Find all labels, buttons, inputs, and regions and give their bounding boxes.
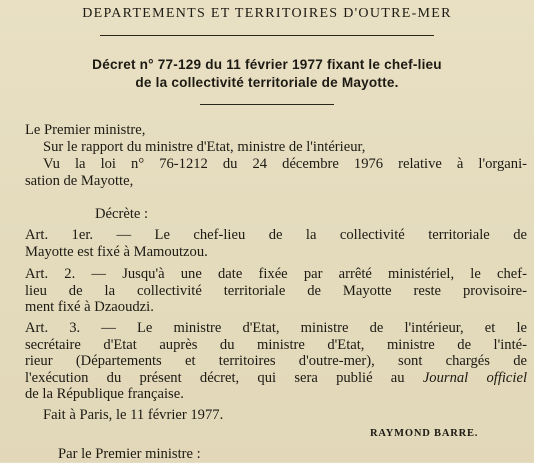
article-3-line-2: secrétaire d'Etat auprès du ministre d'Etat, ministre de l'inté- bbox=[25, 336, 527, 353]
signature: RAYMOND BARRE. bbox=[370, 428, 479, 439]
law-line-2: sation de Mayotte, bbox=[25, 172, 134, 189]
article-3-line-4-text: l'exécution du présent décret, qui sera publié au bbox=[25, 369, 405, 386]
decree-title-line-2: de la collectivité territoriale de Mayotte. bbox=[135, 75, 399, 90]
decrees-line: Décrète : bbox=[95, 206, 149, 222]
article-3-line-5: de la République française. bbox=[25, 386, 184, 403]
article-3-line-3: rieur (Départements et territoires d'outre-mer), sont chargés de bbox=[25, 353, 527, 370]
title-rule bbox=[200, 104, 334, 105]
decree-title-line-1: Décret n° 77-129 du 11 février 1977 fixant le chef-lieu bbox=[92, 57, 442, 72]
article-2 bbox=[25, 266, 527, 316]
journal-name: Journal officiel bbox=[422, 369, 527, 386]
countersign-line: Par le Premier ministre : bbox=[58, 446, 201, 462]
article-3-line-1: Art. 3. — Le ministre d'Etat, ministre de l'intérieur, et le bbox=[25, 320, 527, 336]
report-line: Sur le rapport du ministre d'Etat, ministre de l'intérieur, bbox=[43, 139, 366, 155]
article-3-line-4 bbox=[25, 370, 527, 387]
article-3 bbox=[25, 320, 527, 403]
place-date: Fait à Paris, le 11 février 1977. bbox=[43, 407, 224, 423]
top-rule bbox=[100, 35, 434, 36]
section-heading: DEPARTEMENTS ET TERRITOIRES D'OUTRE-MER bbox=[82, 6, 452, 21]
law-paragraph bbox=[25, 156, 527, 189]
article-1 bbox=[25, 227, 527, 260]
article-2-line-2: lieu de la collectivité territoriale de Mayotte reste provisoire- bbox=[25, 282, 527, 299]
article-2-line-1: Art. 2. — Jusqu'à une date fixée par arrêté ministériel, le chef- bbox=[25, 266, 527, 282]
article-2-line-3: ment fixé à Dzaoudzi. bbox=[25, 299, 154, 316]
article-1-line-1: Art. 1er. — Le chef-lieu de la collectivité territoriale de bbox=[25, 227, 527, 243]
issuer-line: Le Premier ministre, bbox=[25, 122, 146, 138]
law-line-1: Vu la loi n° 76-1212 du 24 décembre 1976 relative à l'organi- bbox=[43, 156, 527, 172]
decree-title bbox=[20, 56, 514, 92]
article-1-line-2: Mayotte est fixé à Mamoutzou. bbox=[25, 243, 208, 260]
